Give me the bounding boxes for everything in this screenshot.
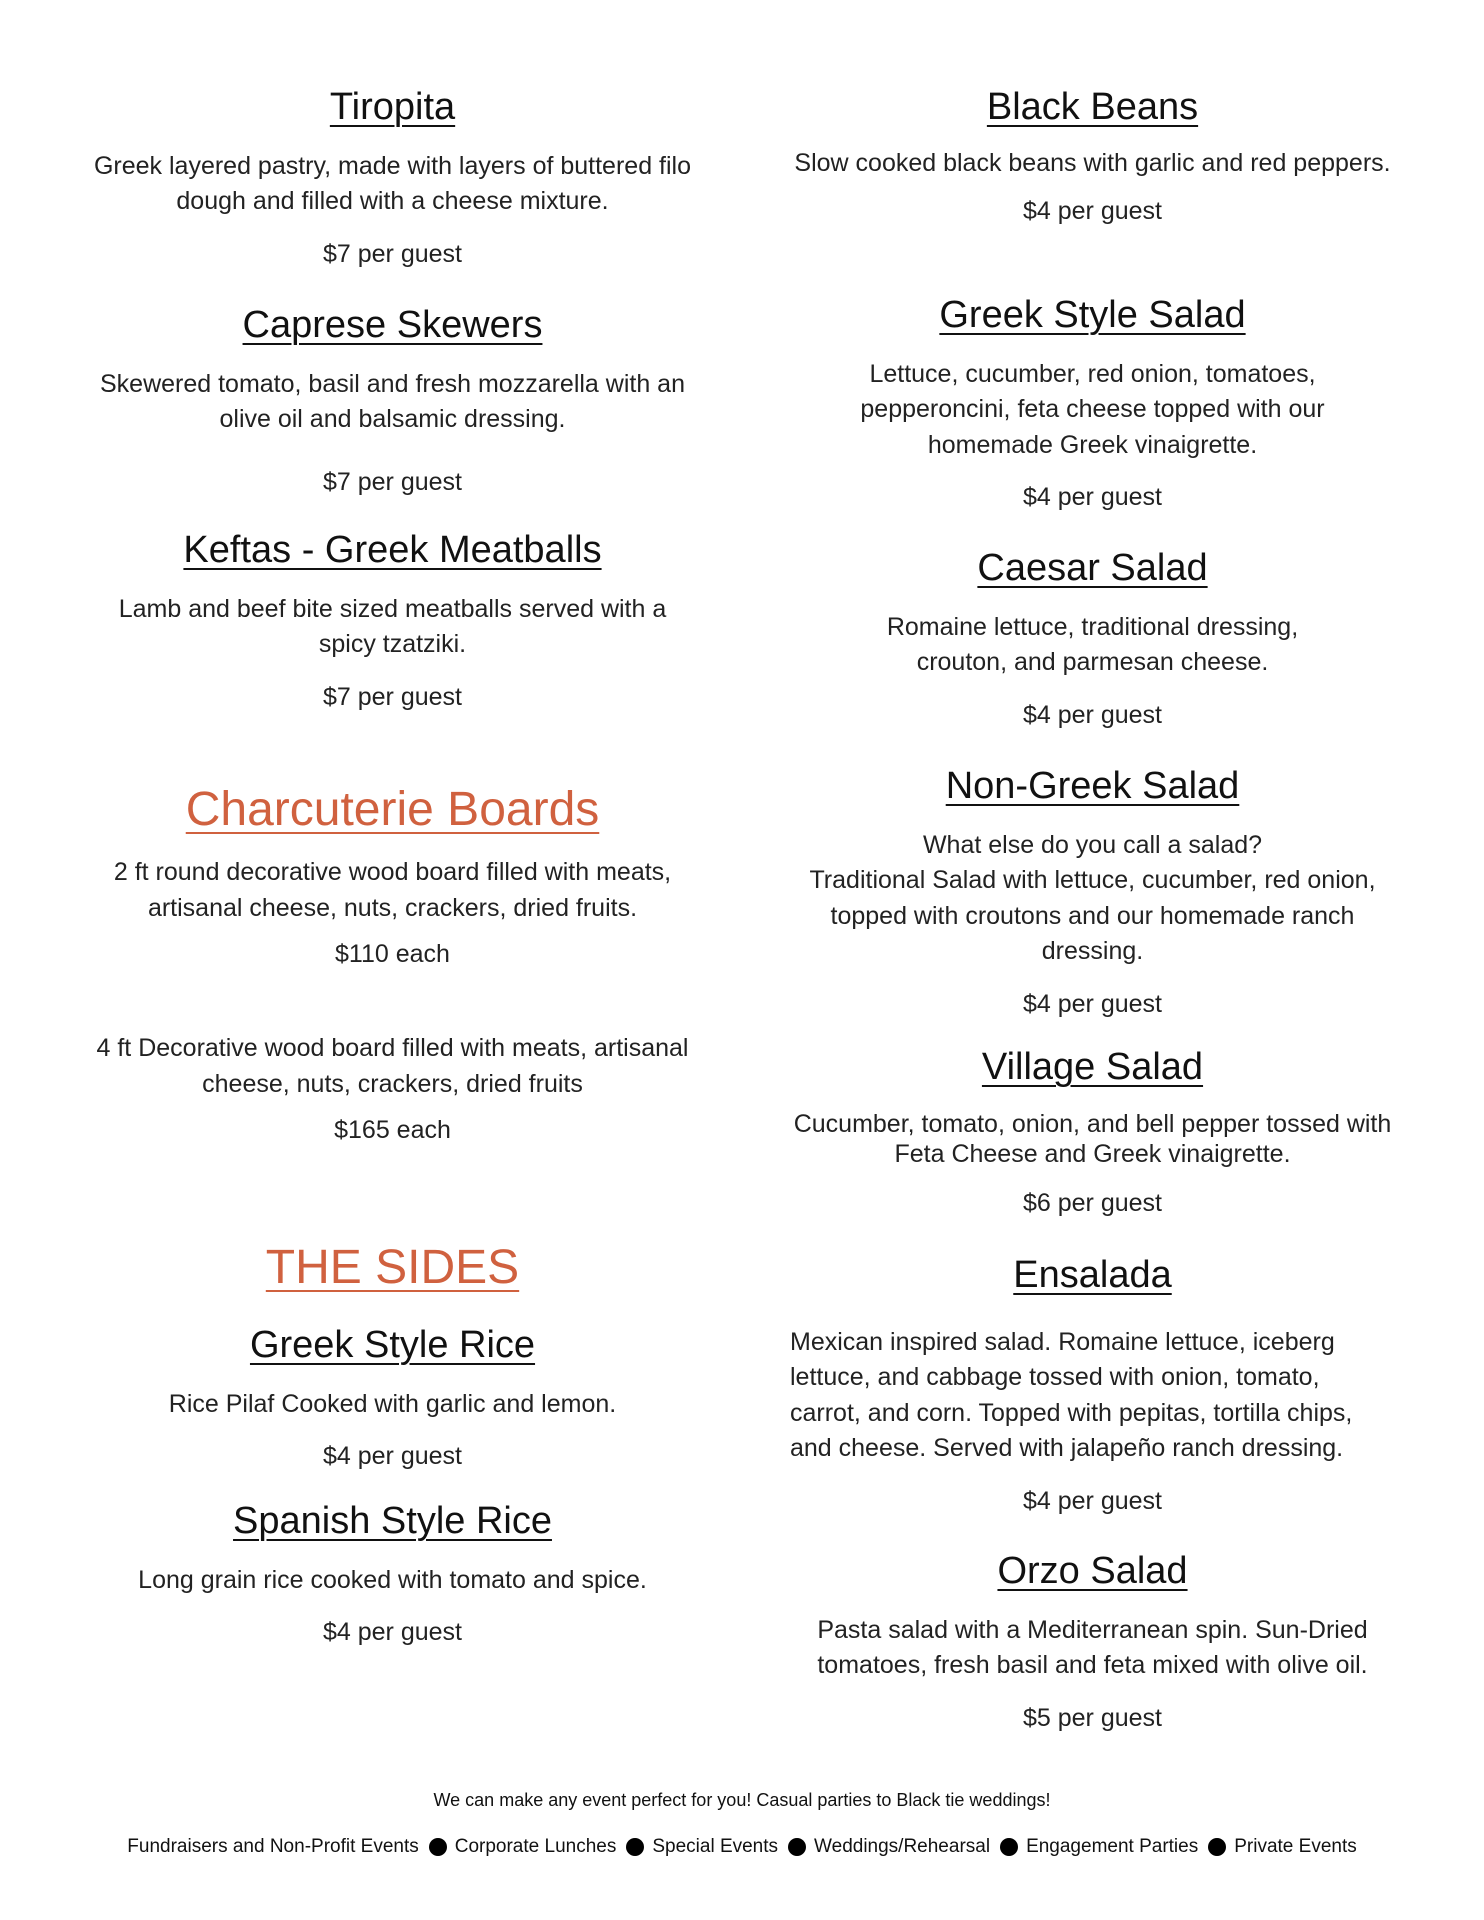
item-description: Mexican inspired salad. Romaine lettuce, iceberg lettuce, and cabbage tossed with onion, tomato, carrot, and corn. Topped with pepitas, tortilla chips, and cheese. Served with jalapeño ranch dressing. [790,1327,1353,1463]
item-title: Spanish Style Rice [233,1500,552,1542]
item-price: $4 per guest [1023,700,1162,729]
sides-heading: THE SIDES [265,1241,520,1294]
menu-item-keftas [90,528,695,713]
item-description: Lamb and beef bite sized meatballs served with a spicy tzatziki. [118,594,667,659]
item-description-line: Traditional Salad with lettuce, cucumber, red onion, topped with croutons and our homemade ranch dressing. [809,866,1376,966]
bullet-dot-icon [1208,1838,1226,1856]
item-title: Caesar Salad [977,547,1208,589]
event-type: Special Events [652,1836,779,1857]
menu-item-black-beans [790,85,1395,228]
event-type: Corporate Lunches [454,1836,617,1857]
item-price: $4 per guest [323,1618,462,1647]
charcuterie-option-4ft [90,1031,695,1147]
item-title: Greek Style Salad [939,294,1246,336]
item-price: $4 per guest [323,1442,462,1471]
charcuterie-option-2ft [90,855,695,971]
item-description: Romaine lettuce, traditional dressing, crouton, and parmesan cheese. [886,612,1299,677]
item-title: Tiropita [329,86,456,128]
item-description: Pasta salad with a Mediterranean spin. Sun-Dried tomatoes, fresh basil and feta mixed with olive oil. [817,1615,1368,1680]
bullet-dot-icon [1000,1838,1018,1856]
item-price: $4 per guest [1023,483,1162,512]
item-price: $4 per guest [1023,197,1162,226]
menu-item-caesar-salad [790,546,1395,731]
menu-item-caprese-skewers [90,303,695,498]
item-price: $7 per guest [323,682,462,711]
footer-event-types [0,1836,1484,1858]
item-price: $110 each [335,940,450,968]
item-description: 4 ft Decorative wood board filled with meats, artisanal cheese, nuts, crackers, dried fruits [96,1034,689,1098]
bullet-dot-icon [626,1838,644,1856]
item-description: Rice Pilaf Cooked with garlic and lemon. [168,1389,617,1418]
item-description: Skewered tomato, basil and fresh mozzarella with an olive oil and balsamic dressing. [99,369,685,434]
charcuterie-heading: Charcuterie Boards [185,783,600,836]
footer-tagline: We can make any event perfect for you! Casual parties to Black tie weddings! [433,1790,1051,1810]
item-description: 2 ft round decorative wood board filled with meats, artisanal cheese, nuts, crackers, dried fruits. [113,858,672,922]
item-description: Long grain rice cooked with tomato and spice. [138,1565,647,1594]
menu-item-orzo-salad [790,1549,1395,1734]
menu-item-ensalada [790,1253,1395,1517]
item-price: $165 each [334,1116,451,1144]
item-price: $4 per guest [1023,1486,1162,1515]
item-description: Lettuce, cucumber, red onion, tomatoes, pepperoncini, feta cheese topped with our homemade Greek vinaigrette. [860,359,1325,459]
item-title: Non-Greek Salad [945,765,1240,807]
item-title: Ensalada [1013,1254,1172,1296]
menu-item-non-greek-salad [790,764,1395,1020]
item-title: Keftas - Greek Meatballs [183,529,602,571]
bullet-dot-icon [788,1838,806,1856]
menu-item-greek-style-salad [790,293,1395,514]
item-price: $7 per guest [323,239,462,268]
menu-item-spanish-rice [90,1499,695,1649]
menu-item-greek-rice [90,1323,695,1473]
menu-item-village-salad [790,1045,1395,1219]
item-description: Cucumber, tomato, onion, and bell pepper tossed with Feta Cheese and Greek vinaigrette. [793,1109,1392,1168]
item-title: Orzo Salad [997,1550,1188,1592]
event-type: Weddings/Rehearsal [814,1836,991,1857]
item-title: Black Beans [986,86,1199,128]
item-description-line: What else do you call a salad? [922,830,1263,859]
item-price: $7 per guest [323,467,462,496]
item-description: Greek layered pastry, made with layers of buttered filo dough and filled with a cheese mixture. [93,151,692,216]
bullet-dot-icon [429,1838,447,1856]
item-price: $4 per guest [1023,989,1162,1018]
item-title: Greek Style Rice [249,1324,536,1366]
item-description: Slow cooked black beans with garlic and red peppers. [794,148,1391,177]
item-title: Village Salad [981,1046,1204,1088]
event-type: Fundraisers and Non-Profit Events [127,1836,419,1857]
item-price: $5 per guest [1023,1703,1162,1732]
item-title: Caprese Skewers [242,304,543,346]
item-price: $6 per guest [1023,1188,1162,1217]
event-type: Private Events [1234,1836,1357,1857]
item-description [790,828,1395,970]
event-type: Engagement Parties [1026,1836,1199,1857]
menu-item-tiropita [90,85,695,270]
